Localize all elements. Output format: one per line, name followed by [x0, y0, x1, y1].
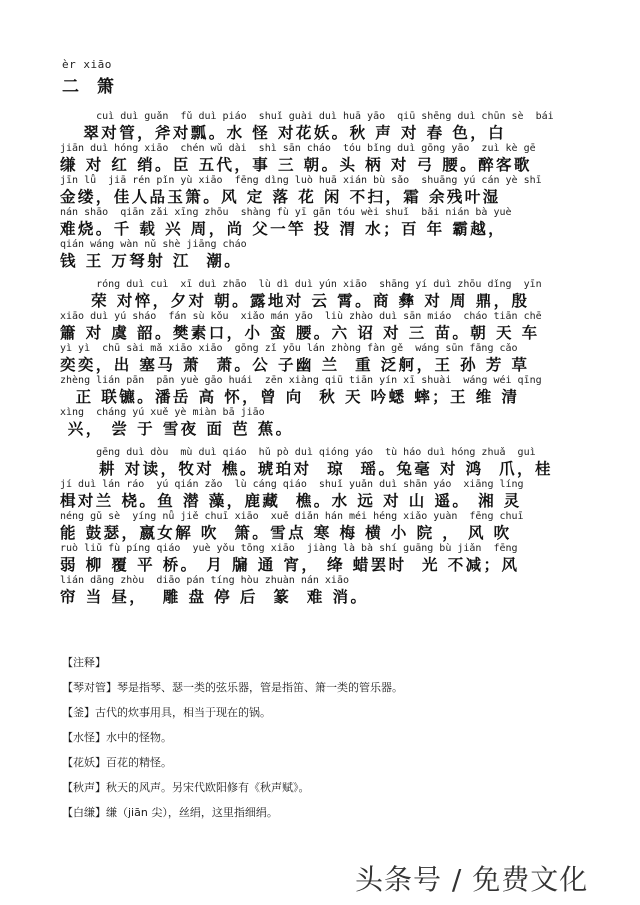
- hanzi-line: 翠对管，斧对瓢。水 怪 对花妖。秋 声 对 春 色，白: [60, 123, 507, 142]
- verse-line: [60, 542, 590, 574]
- verse-line: [60, 406, 590, 438]
- hanzi-line: 楫对兰 桡。鱼 潜 藻，鹿藏 樵。水 远 对 山 遥。 湘 灵: [60, 491, 522, 510]
- pinyin-line: xiāo duì yú sháo fán sù kǒu xiǎo mán yāo liù zhào duì sān miáo cháo tiān chē: [60, 311, 542, 322]
- watermark: 头条号 / 免费文化: [355, 863, 589, 896]
- note-item: 【釜】古代的炊事用具，相当于现在的锅。: [62, 706, 271, 719]
- verse-line: [60, 342, 590, 374]
- hanzi-line: 弱 柳 覆 平 桥。 月 牖 通 宵， 绛 蜡罢时 光 不减；风: [60, 555, 520, 574]
- pinyin-line: zhèng lián pān pān yuè gāo huái zēn xiàng qiū tiān yín xī shuài wáng wéi qīng: [60, 375, 542, 386]
- pinyin-line: róng duì cuì xī duì zhāo lù dì duì yún xiāo shāng yí duì zhōu dǐng yīn: [60, 279, 542, 290]
- stanza-gap: [60, 438, 590, 446]
- section-title: 二 箫: [62, 77, 120, 97]
- hanzi-line: 荣 对悴，夕对 朝。露地对 云 霄。商 彝 对 周 鼎，殷: [60, 291, 530, 310]
- verse-line: [60, 238, 590, 270]
- pinyin-line: qián wáng wàn nǔ shè jiāng cháo: [60, 239, 247, 250]
- hanzi-line: 帘 当 昼， 雕 盘 停 后 篆 难 消。: [60, 587, 369, 606]
- verse-line: [60, 142, 590, 174]
- pinyin-line: jiān duì hóng xiāo chén wǔ dài shì sān cháo tóu bǐng duì gōng yāo zuì kè gē: [60, 143, 536, 154]
- note-item: 【水怪】水中的怪物。: [62, 731, 172, 744]
- note-item: 【秋声】秋天的风声。另宋代欧阳修有《秋声赋》。: [62, 781, 310, 794]
- pinyin-line: jí duì lán ráo yú qián zǎo lù cáng qiáo shuǐ yuǎn duì shān yáo xiāng líng: [60, 479, 524, 490]
- verse-line: [60, 510, 590, 542]
- pinyin-line: ruò liǔ fù píng qiáo yuè yǒu tōng xiāo jiàng là bà shí guāng bù jiǎn fēng: [60, 543, 518, 554]
- annotations: [62, 650, 602, 825]
- pinyin-line: cuì duì guǎn fǔ duì piáo shuǐ guài duì huā yāo qiū shēng duì chūn sè bái: [60, 111, 554, 122]
- pinyin-line: jīn lǚ jiā rén pǐn yù xiāo fēng dìng luò huā xián bù sǎo shuāng yú cán yè shī: [60, 175, 542, 186]
- hanzi-line: 能 鼓瑟，嬴女解 吹 箫。雪点 寒 梅 横 小 院 ， 风 吹: [60, 523, 512, 542]
- verse-line: [60, 574, 590, 606]
- pinyin-line: lián dāng zhòu diāo pán tíng hòu zhuàn nán xiāo: [60, 575, 349, 586]
- hanzi-line: 缣 对 红 绡。臣 五代，事 三 朝。头 柄 对 弓 腰。醉客歌: [60, 155, 532, 174]
- note-item: 【琴对管】琴是指琴、瑟一类的弦乐器，管是指笛、箫一类的管乐器。: [62, 681, 403, 694]
- verse-body: [60, 110, 590, 606]
- note-item: 【花妖】百花的精怪。: [62, 756, 172, 769]
- verse-line: [60, 374, 590, 406]
- verse-line: [60, 446, 590, 478]
- verse-line: [60, 278, 590, 310]
- hanzi-line: 金缕，佳人品玉箫。风 定 落 花 闲 不扫，霜 余残叶湿: [60, 187, 501, 206]
- title-pinyin: èr xiāo: [62, 58, 112, 71]
- notes-heading: 【注释】: [62, 656, 106, 669]
- hanzi-line: 难烧。千 载 兴 周，尚 父一竿 投 渭 水；百 年 霸越，: [60, 219, 507, 238]
- hanzi-line: 耕 对读，牧对 樵。琥珀对 琼 瑶。兔毫 对 鸿 爪，桂: [60, 459, 553, 478]
- hanzi-line: 正 联镳。潘岳 高 怀，曾 向 秋 天 吟蟋 蟀；王 维 清: [60, 387, 520, 406]
- verse-line: [60, 478, 590, 510]
- hanzi-line: 钱 王 万弩射 江 潮。: [60, 251, 243, 270]
- verse-line: [60, 110, 590, 142]
- hanzi-line: 簫 对 虞 韶。樊素口，小 蛮 腰。六 诏 对 三 苗。朝 天 车: [60, 323, 540, 342]
- verse-line: [60, 310, 590, 342]
- verse-line: [60, 174, 590, 206]
- hanzi-line: 兴， 尝 于 雪夜 面 芭 蕉。: [60, 419, 294, 438]
- note-item: 【白缣】缣（jiān 尖），丝绢，这里指细绢。: [62, 806, 278, 819]
- pinyin-line: yì yì chū sài mǎ xiāo xiāo gōng zǐ yōu lán zhòng fàn gě wáng sūn fāng cǎo: [60, 343, 518, 354]
- pinyin-line: néng gǔ sè yíng nǚ jiě chuī xiāo xuě diǎn hán méi héng xiǎo yuàn fēng chuī: [60, 511, 524, 522]
- pinyin-line: nán shāo qiān zǎi xīng zhōu shàng fù yī gān tóu wèi shuǐ bǎi nián bà yuè: [60, 207, 512, 218]
- pinyin-line: xìng cháng yú xuě yè miàn bā jiāo: [60, 407, 265, 418]
- pinyin-line: gēng duì dòu mù duì qiáo hǔ pò duì qióng yáo tù háo duì hóng zhuǎ guì: [60, 447, 536, 458]
- verse-line: [60, 206, 590, 238]
- hanzi-line: 奕奕，出 塞马 萧 萧。公 子幽 兰 重 泛舸，王 孙 芳 草: [60, 355, 530, 374]
- stanza-gap: [60, 270, 590, 278]
